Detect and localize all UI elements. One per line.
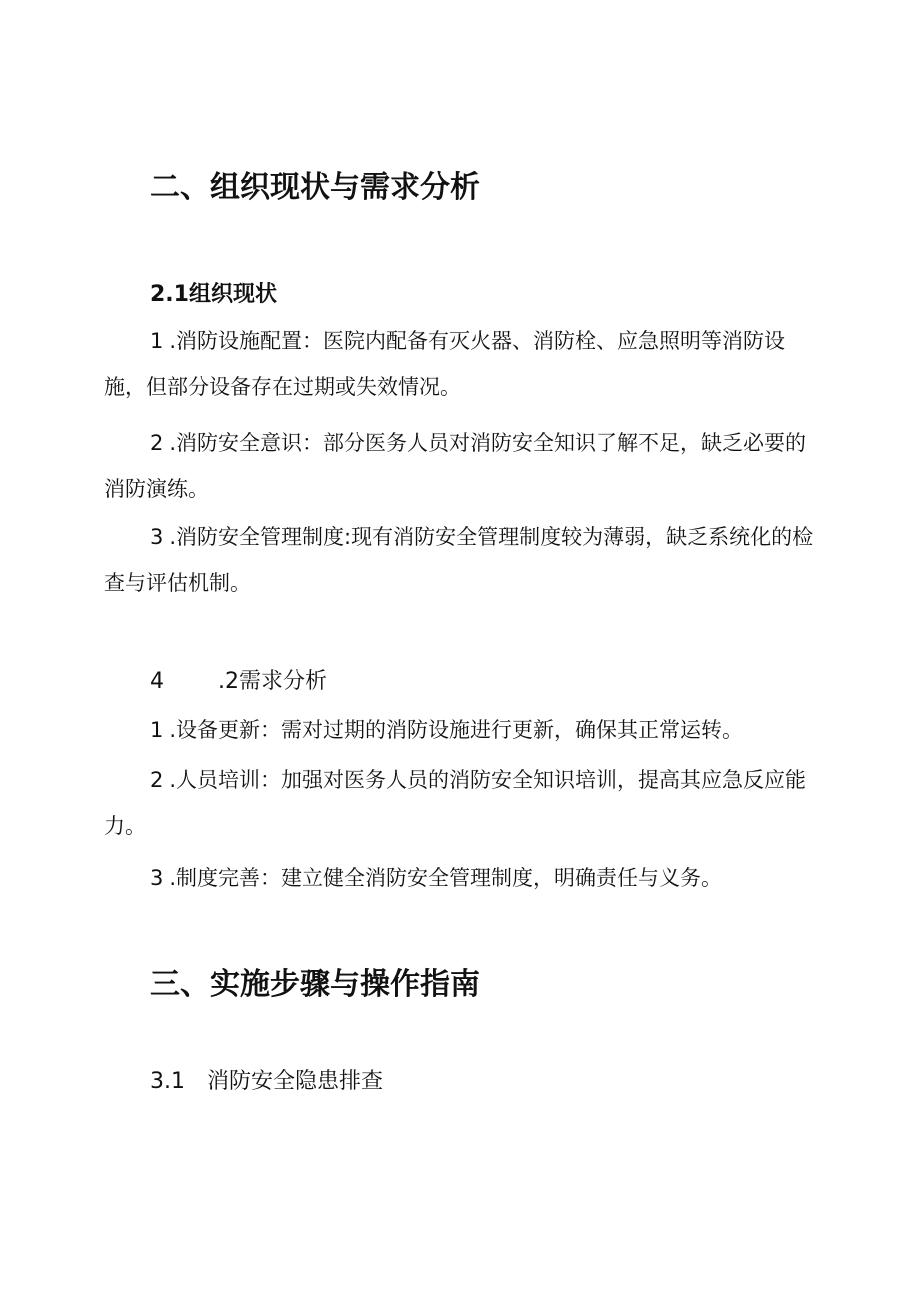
list-item-number: 2 [150, 431, 164, 455]
subsection-number: 3.1 [150, 1069, 185, 1094]
subsection-2-2-heading [150, 667, 327, 697]
list-item [104, 514, 820, 606]
subsection-label: 消防安全隐患排查 [207, 1069, 384, 1094]
list-item-text: .制度完善：建立健全消防安全管理制度，明确责任与义务。 [169, 866, 723, 890]
list-item-number: 2 [150, 768, 164, 792]
list-item-text: .消防设施配置：医院内配备有灭火器、消防栓、应急照明等消防设施，但部分设备存在过期或失效情况。 [104, 329, 786, 399]
list-item-text: .人员培训：加强对医务人员的消防安全知识培训，提高其应急反应能力。 [104, 768, 807, 838]
list-item-text: .设备更新：需对过期的消防设施进行更新，确保其正常运转。 [169, 718, 744, 742]
list-item-text: .消防安全意识：部分医务人员对消防安全知识了解不足，缺乏必要的消防演练。 [104, 431, 807, 501]
list-item-number: 1 [150, 718, 164, 742]
list-item [104, 707, 820, 753]
list-item-number: 1 [150, 329, 164, 353]
list-item [104, 420, 820, 512]
list-item [104, 318, 820, 410]
subsection-2-1-heading: 2.1组织现状 [150, 282, 277, 307]
list-item-text: .消防安全管理制度:现有消防安全管理制度较为薄弱，缺乏系统化的检查与评估机制。 [104, 525, 814, 595]
subsection-label: .2需求分析 [218, 669, 327, 694]
list-item-number: 3 [150, 525, 164, 549]
list-item [104, 855, 820, 901]
list-item [104, 757, 820, 849]
section-2-heading: 二、组织现状与需求分析 [150, 170, 480, 205]
subsection-number: 4 [150, 669, 164, 694]
list-item-number: 3 [150, 866, 164, 890]
subsection-3-1-heading [150, 1067, 383, 1097]
section-3-heading: 三、实施步骤与操作指南 [150, 967, 480, 1002]
